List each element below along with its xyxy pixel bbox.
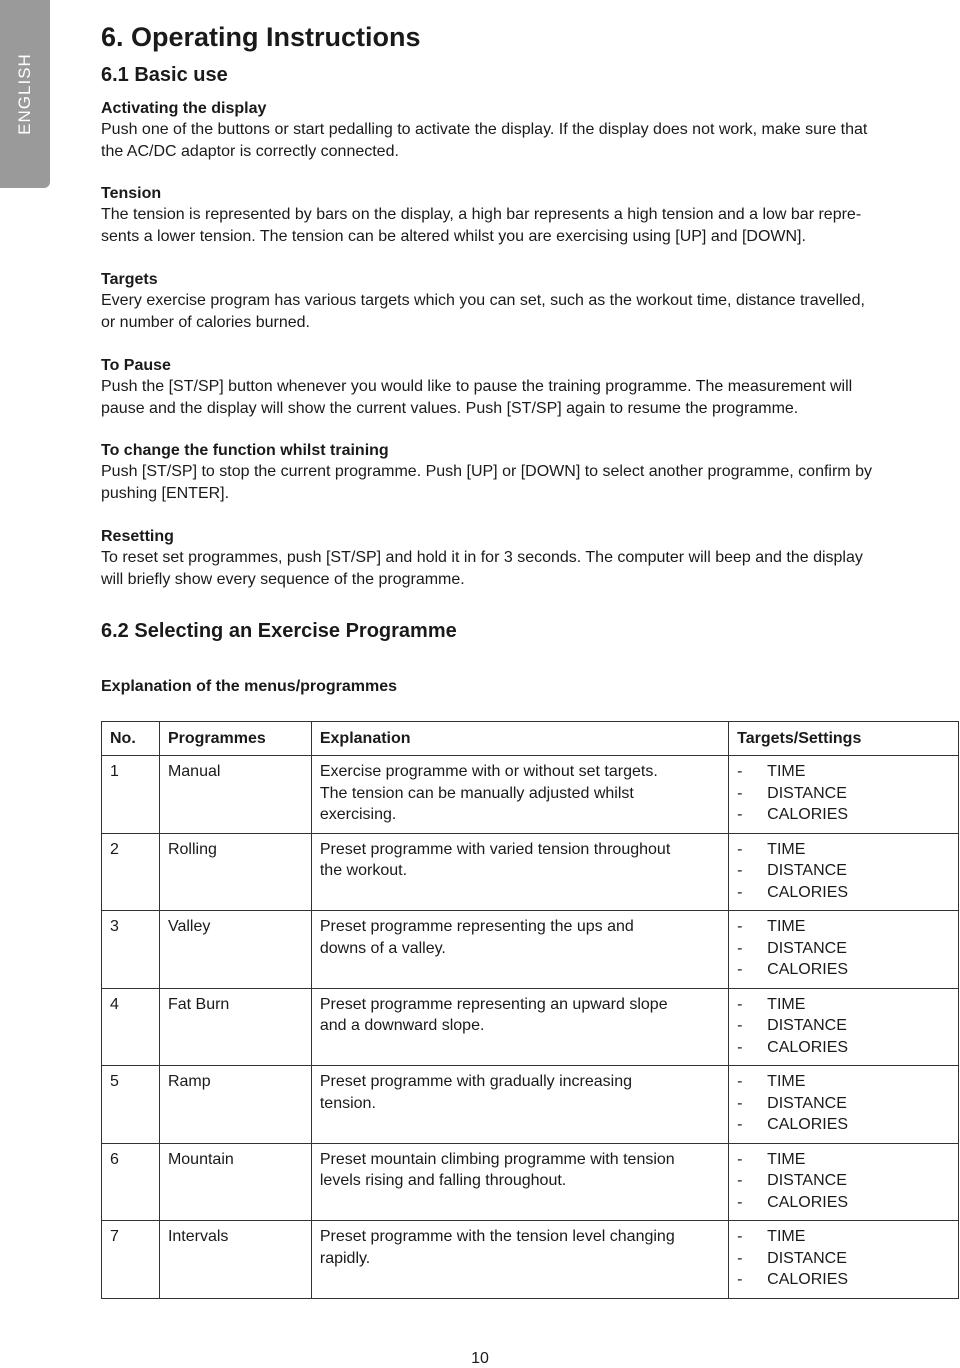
header-programmes: Programmes (159, 722, 311, 756)
section-line: Push the [ST/SP] button whenever you would like to pause the training programme. The measurement will (101, 378, 853, 395)
programme-name: Mountain (159, 1143, 311, 1221)
target-dash: - (737, 961, 743, 978)
section-activating-display (101, 98, 960, 162)
section-title-selecting-programme: 6.2 Selecting an Exercise Programme (101, 620, 457, 642)
explanation-line: The tension can be manually adjusted whilst (319, 784, 634, 802)
target-label: CALORIES (767, 1271, 849, 1288)
section-line: pushing [ENTER]. (101, 484, 230, 502)
explanation-line: Preset programme with varied tension throughout (319, 840, 671, 858)
target-label: DISTANCE (767, 1172, 847, 1189)
target-label: TIME (767, 840, 806, 858)
target-item (737, 860, 950, 882)
table-row (102, 911, 959, 989)
target-label: DISTANCE (767, 862, 847, 879)
target-item (737, 1192, 950, 1214)
row-number: 1 (102, 756, 160, 834)
target-label: TIME (767, 763, 806, 780)
row-number: 3 (102, 911, 160, 989)
target-dash: - (737, 806, 743, 823)
section-line: pause and the display will show the current values. Push [ST/SP] again to resume the programme. (101, 399, 799, 417)
programme-explanation (311, 1221, 728, 1299)
target-item (737, 1015, 950, 1037)
target-dash: - (737, 883, 743, 901)
page-number: 10 (471, 1350, 489, 1367)
target-dash: - (737, 862, 743, 879)
section-change-function (101, 440, 960, 504)
section-heading: Activating the display (101, 100, 267, 117)
programme-targets (729, 756, 959, 834)
target-dash: - (737, 1017, 743, 1034)
section-line: Every exercise program has various targets which you can set, such as the workout time, distance travelled, (101, 292, 865, 309)
explanation-line: Preset mountain climbing programme with tension (319, 1150, 675, 1168)
target-item (737, 916, 950, 938)
table-title: Explanation of the menus/programmes (101, 678, 398, 695)
target-dash: - (737, 763, 743, 780)
programme-explanation (311, 911, 728, 989)
language-label: ENGLISH (15, 53, 34, 135)
programme-explanation (311, 756, 728, 834)
programme-targets (729, 833, 959, 911)
target-dash: - (737, 1116, 743, 1133)
target-label: TIME (767, 918, 806, 935)
target-label: DISTANCE (767, 939, 847, 957)
header-targets: Targets/Settings (729, 722, 959, 756)
explanation-line: rapidly. (319, 1249, 371, 1267)
explanation-line: the workout. (319, 862, 408, 879)
programme-targets (729, 1066, 959, 1144)
target-item (737, 804, 950, 826)
explanation-line: Preset programme with gradually increasing (319, 1073, 632, 1090)
section-line: To reset set programmes, push [ST/SP] and hold it in for 3 seconds. The computer will beep and the display (101, 549, 863, 566)
target-item (737, 839, 950, 861)
target-label: CALORIES (767, 961, 849, 978)
target-item (737, 1149, 950, 1171)
programme-explanation (311, 833, 728, 911)
programme-explanation (311, 1066, 728, 1144)
target-dash: - (737, 1150, 743, 1168)
explanation-line: and a downward slope. (319, 1017, 485, 1034)
explanation-line: Exercise programme with or without set targets. (319, 763, 658, 780)
target-dash: - (737, 1249, 743, 1267)
section-line: The tension is represented by bars on the display, a high bar represents a high tension and a low bar repre- (101, 206, 862, 223)
target-dash: - (737, 918, 743, 935)
section-resetting (101, 526, 960, 590)
target-dash: - (737, 1094, 743, 1112)
programme-targets (729, 1221, 959, 1299)
target-item (737, 761, 950, 783)
explanation-line: exercising. (319, 806, 397, 823)
row-number: 5 (102, 1066, 160, 1144)
section-tension (101, 183, 960, 247)
target-item (737, 783, 950, 805)
target-dash: - (737, 939, 743, 957)
row-number: 4 (102, 988, 160, 1066)
target-item (737, 1269, 950, 1291)
section-heading: Resetting (101, 528, 174, 545)
target-dash: - (737, 1271, 743, 1288)
section-line: Push [ST/SP] to stop the current programme. Push [UP] or [DOWN] to select another programme, confirm by (101, 463, 872, 480)
programme-targets (729, 1143, 959, 1221)
table-row (102, 756, 959, 834)
explanation-line: Preset programme representing the ups and (319, 918, 634, 935)
header-explanation: Explanation (311, 722, 728, 756)
programme-targets (729, 911, 959, 989)
table-row (102, 1143, 959, 1221)
target-label: DISTANCE (767, 1094, 847, 1112)
language-tab (0, 0, 50, 188)
target-label: TIME (767, 1150, 806, 1168)
target-item (737, 1170, 950, 1192)
target-label: TIME (767, 995, 806, 1013)
section-to-pause (101, 355, 960, 419)
target-label: DISTANCE (767, 1017, 847, 1034)
target-dash: - (737, 1073, 743, 1090)
programme-explanation (311, 1143, 728, 1221)
row-number: 7 (102, 1221, 160, 1299)
target-label: DISTANCE (767, 1249, 847, 1267)
page-title: 6. Operating Instructions (101, 22, 421, 52)
programme-name: Manual (159, 756, 311, 834)
explanation-line: tension. (319, 1094, 376, 1112)
target-item (737, 959, 950, 981)
row-number: 6 (102, 1143, 160, 1221)
target-label: CALORIES (767, 806, 849, 823)
programme-name: Valley (159, 911, 311, 989)
programme-explanation (311, 988, 728, 1066)
section-line: will briefly show every sequence of the programme. (101, 570, 465, 588)
target-dash: - (737, 1038, 743, 1056)
target-label: CALORIES (767, 1193, 849, 1211)
programme-name: Rolling (159, 833, 311, 911)
explanation-line: Preset programme representing an upward slope (319, 995, 668, 1013)
explanation-line: Preset programme with the tension level changing (319, 1228, 675, 1245)
table-row (102, 833, 959, 911)
target-item (737, 1037, 950, 1059)
section-line: sents a lower tension. The tension can be altered whilst you are exercising using [UP] and [DOWN]. (101, 227, 806, 245)
target-dash: - (737, 1172, 743, 1189)
table-row (102, 1066, 959, 1144)
table-header-row (102, 722, 959, 756)
target-label: TIME (767, 1228, 806, 1245)
target-item (737, 1114, 950, 1136)
section-targets (101, 269, 960, 333)
target-dash: - (737, 995, 743, 1013)
programmes-table (101, 721, 959, 1299)
target-item (737, 1226, 950, 1248)
target-item (737, 1093, 950, 1115)
target-item (737, 938, 950, 960)
programme-name: Intervals (159, 1221, 311, 1299)
target-label: CALORIES (767, 883, 849, 901)
target-dash: - (737, 784, 743, 802)
header-no: No. (102, 722, 160, 756)
target-dash: - (737, 840, 743, 858)
section-heading: To Pause (101, 357, 171, 374)
table-row (102, 1221, 959, 1299)
table-body (102, 756, 959, 1299)
row-number: 2 (102, 833, 160, 911)
target-item (737, 1071, 950, 1093)
section-heading: Tension (101, 185, 162, 202)
section-heading: To change the function whilst training (101, 442, 389, 459)
target-label: TIME (767, 1073, 806, 1090)
section-title-basic-use: 6.1 Basic use (101, 64, 228, 86)
target-item (737, 1248, 950, 1270)
target-dash: - (737, 1228, 743, 1245)
section-line: or number of calories burned. (101, 313, 310, 331)
target-label: CALORIES (767, 1116, 849, 1133)
section-line: the AC/DC adaptor is correctly connected. (101, 142, 399, 160)
table-row (102, 988, 959, 1066)
section-heading: Targets (101, 271, 158, 288)
target-item (737, 994, 950, 1016)
explanation-line: downs of a valley. (319, 939, 446, 957)
programme-name: Fat Burn (159, 988, 311, 1066)
programme-targets (729, 988, 959, 1066)
target-label: CALORIES (767, 1038, 849, 1056)
programme-name: Ramp (159, 1066, 311, 1144)
target-dash: - (737, 1193, 743, 1211)
target-item (737, 882, 950, 904)
explanation-line: levels rising and falling throughout. (319, 1172, 567, 1189)
target-label: DISTANCE (767, 784, 847, 802)
section-line: Push one of the buttons or start pedalling to activate the display. If the display does not work, make sure that (101, 121, 868, 138)
